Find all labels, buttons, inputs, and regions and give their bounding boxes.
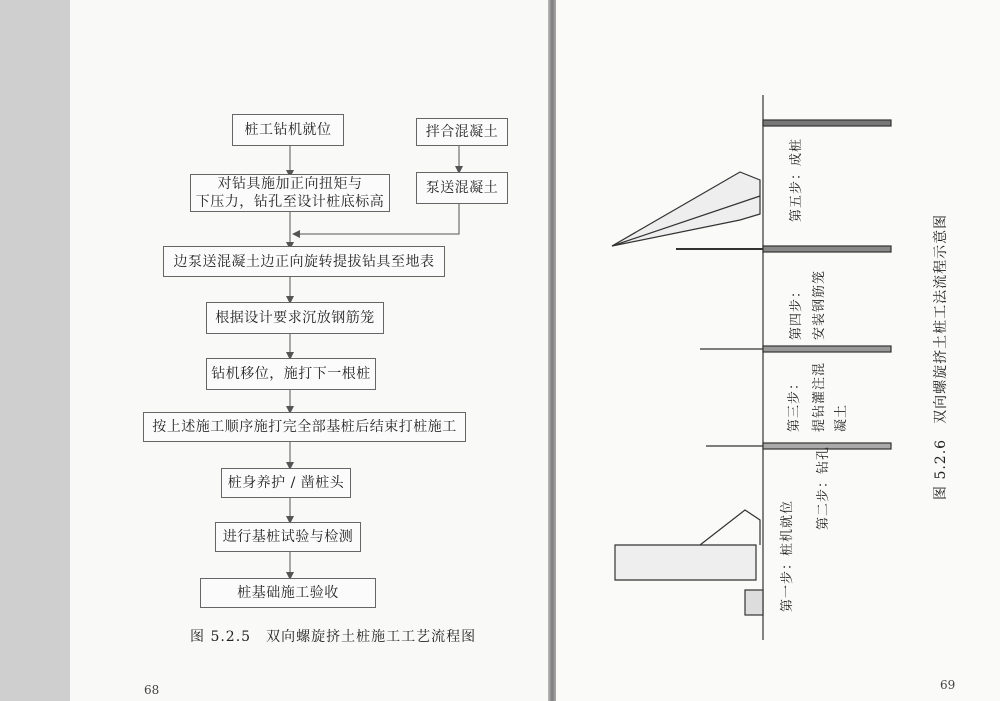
step-5-label: 第五步：成桩 bbox=[789, 137, 804, 222]
flow-step-8: 进行基桩试验与检测 bbox=[215, 522, 361, 552]
page-number-right: 69 bbox=[940, 678, 956, 692]
step-3-label-line1: 第三步： bbox=[787, 375, 802, 432]
figure-caption-left: 图 5.2.5 双向螺旋挤土桩施工工艺流程图 bbox=[190, 629, 477, 645]
flow-step-4: 根据设计要求沉放钢筋笼 bbox=[206, 302, 384, 334]
step-3-label-line2: 提钻灌注混 bbox=[812, 361, 827, 432]
step-4-label-line2: 安装钢筋笼 bbox=[812, 269, 827, 340]
pile-with-cage bbox=[763, 246, 891, 252]
step-1-label: 第一步：桩机就位 bbox=[780, 499, 795, 612]
flow-step-6: 按上述施工顺序施打完全部基桩后结束打桩施工 bbox=[143, 412, 466, 442]
step-4-label-line1: 第四步： bbox=[789, 283, 804, 340]
step-2-label: 第二步：钻孔 bbox=[816, 445, 831, 530]
flow-step-2: 对钻具施加正向扭矩与 下压力，钻孔至设计桩底标高 bbox=[190, 174, 390, 212]
finished-pile bbox=[763, 120, 891, 126]
flow-step-5: 钻机移位，施打下一根桩 bbox=[206, 358, 376, 390]
flow-step-1: 桩工钻机就位 bbox=[232, 114, 344, 146]
step-3-label-line3: 凝土 bbox=[834, 403, 849, 432]
side-step-pump-concrete: 泵送混凝土 bbox=[416, 172, 508, 204]
flow-step-3: 边泵送混凝土边正向旋转提拔钻具至地表 bbox=[163, 246, 445, 277]
flow-step-7: 桩身养护 / 凿桩头 bbox=[221, 468, 351, 498]
pile-concreting bbox=[763, 346, 891, 352]
side-step-mix-concrete: 拌合混凝土 bbox=[416, 118, 508, 146]
page-number-left: 68 bbox=[144, 683, 160, 697]
flow-step-9: 桩基础施工验收 bbox=[200, 578, 376, 608]
figure-caption-right: 图 5.2.6 双向螺旋挤土桩工法流程示意图 bbox=[933, 213, 949, 500]
